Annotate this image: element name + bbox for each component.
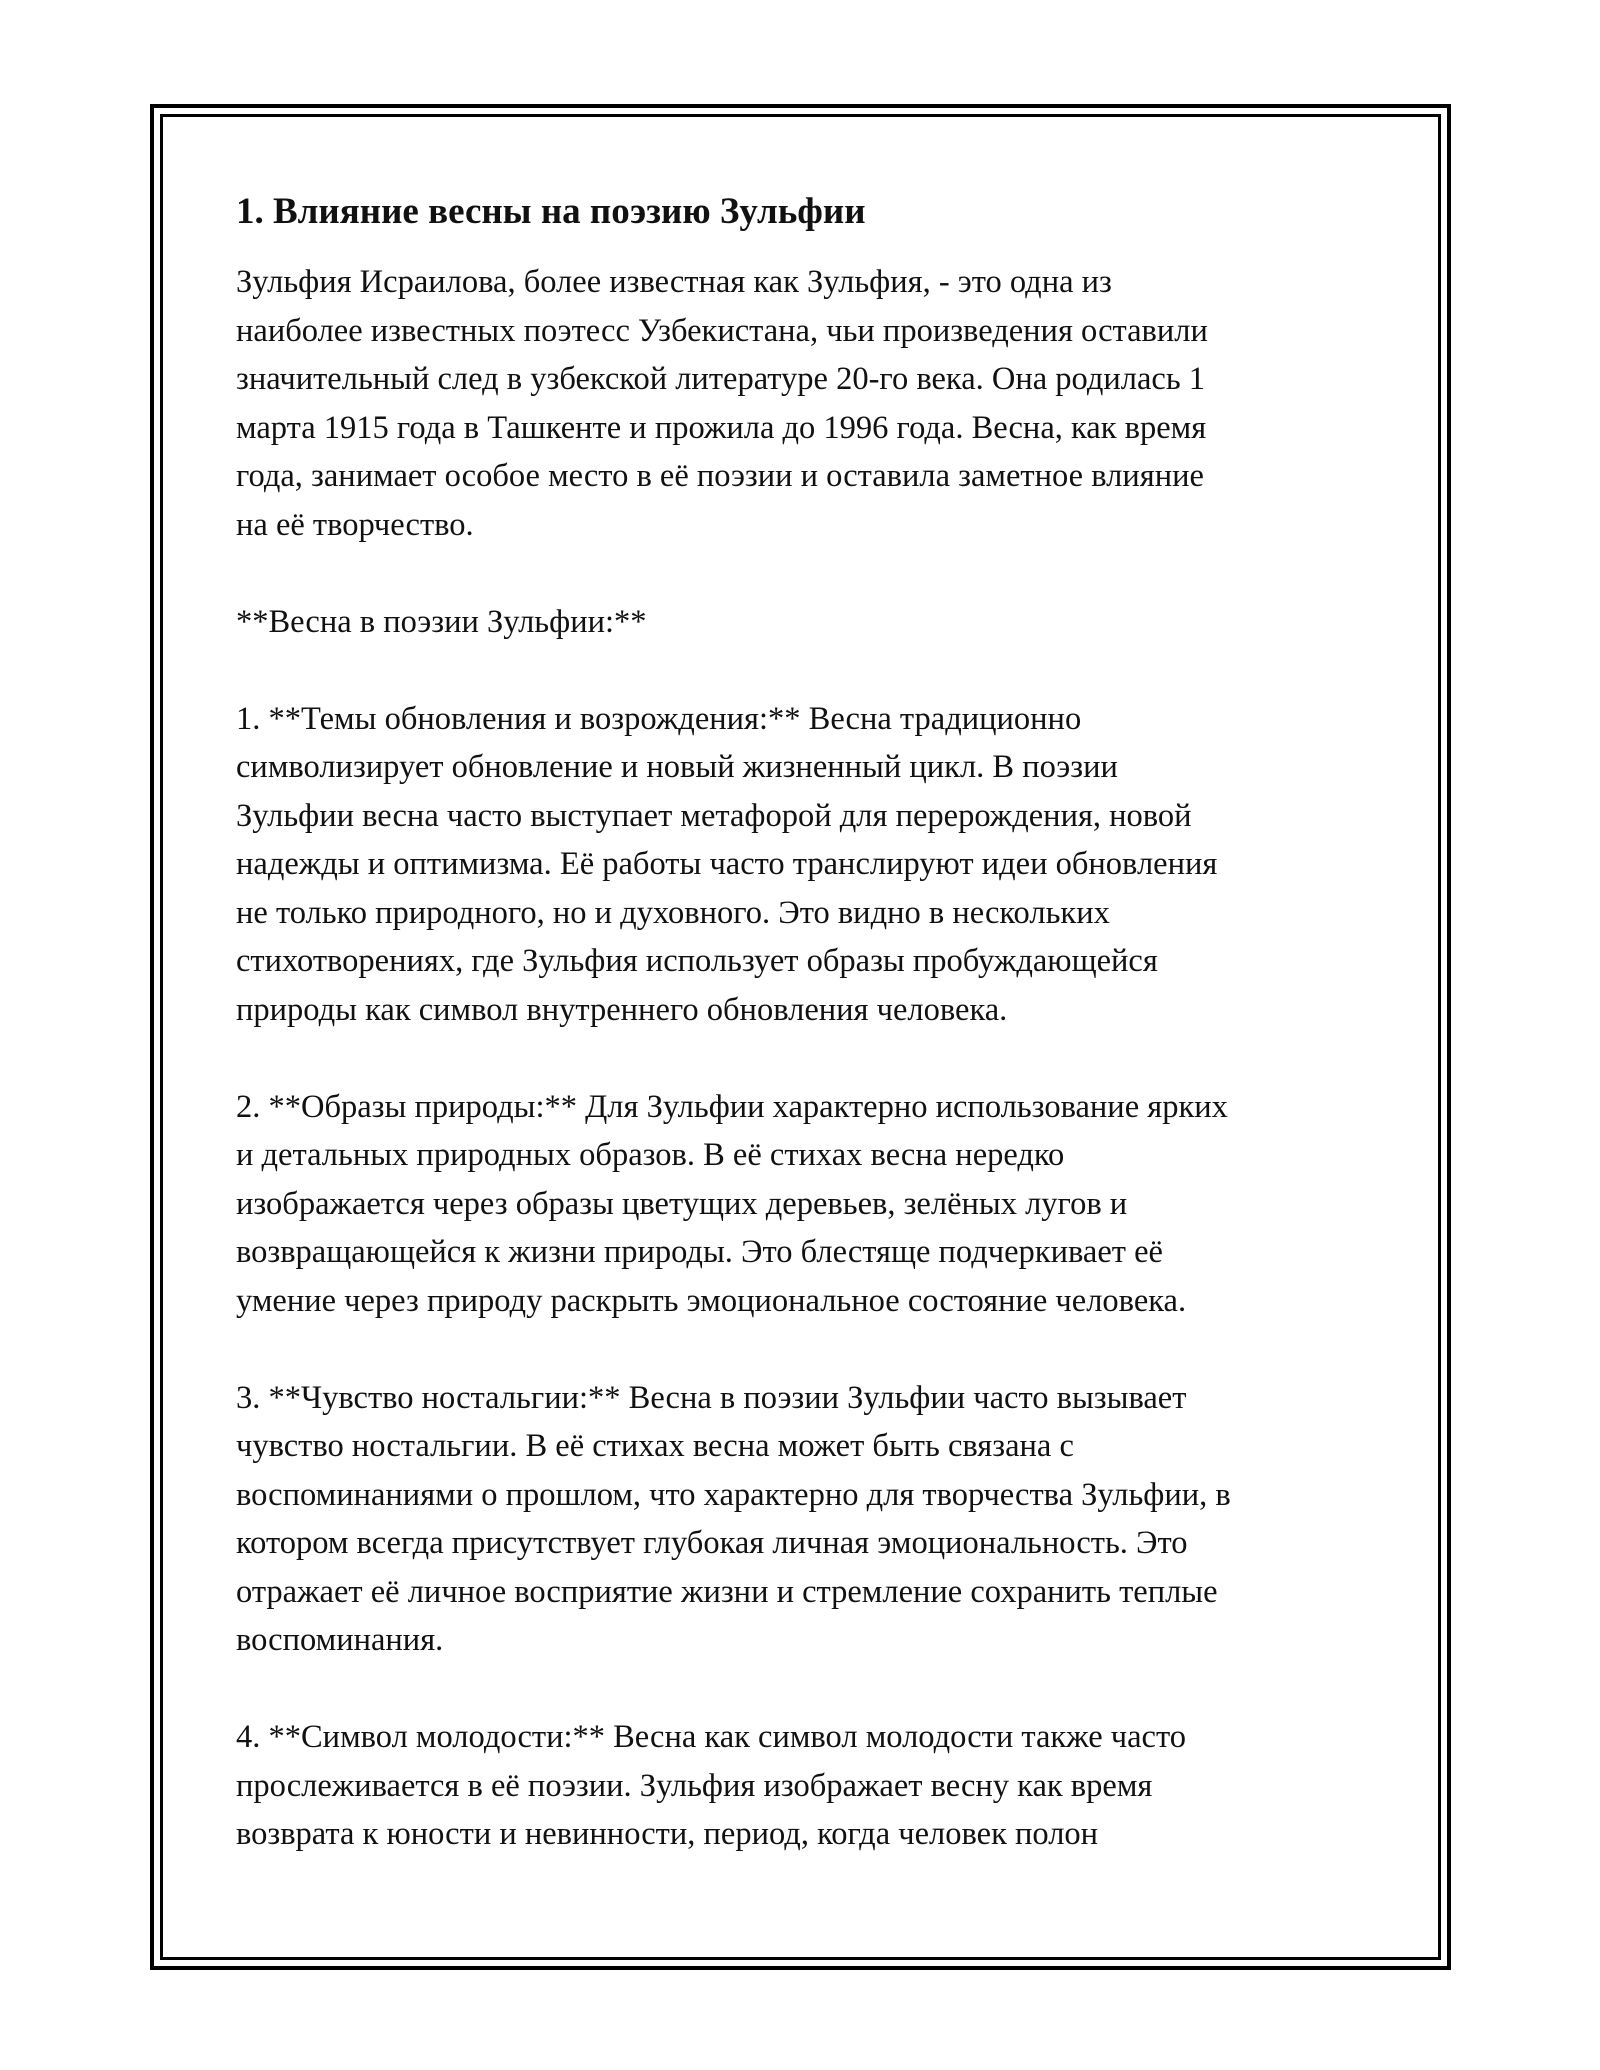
list-item-nature-images: 2. **Образы природы:** Для Зульфии характерно использование ярких и детальных природных образов. В её стихах весна нередко изображается через образы цветущих деревьев, зелёных лугов и возвращающейся к жизни природы. Это блестяще подчеркивает её умение через природу раскрыть эмоциональное состояние человека. xyxy=(236,1088,1228,1319)
paragraph-intro: Зульфия Исраилова, более известная как Зульфия, - это одна из наиболее известных поэтесс Узбекистана, чьи произведения оставили значительный след в узбекской литературе 20-го века. Она родилась 1 марта 1915 года в Ташкенте и прожила до 1996 года. Весна, как время года, занимает особое место в её поэзии и оставила заметное влияние на её творчество. xyxy=(236,264,1208,543)
list-item-youth-symbol: 4. **Символ молодости:** Весна как символ молодости также часто прослеживается в её поэзии. Зульфия изображает весну как время возврата к юности и невинности, период, когда человек полон xyxy=(236,1719,1186,1852)
document-title: 1. Влияние весны на поэзию Зульфии xyxy=(236,191,866,232)
list-item-nostalgia: 3. **Чувство ностальгии:** Весна в поэзии Зульфии часто вызывает чувство ностальгии. В её стихах весна может быть связана с воспоминаниями о прошлом, что характерно для творчества Зульфии, в котором всегда присутствует глубокая личная эмоциональность. Это отражает её личное восприятие жизни и стремление сохранить теплые воспоминания. xyxy=(236,1379,1231,1658)
section-heading: **Весна в поэзии Зульфии:** xyxy=(236,603,647,640)
document-body xyxy=(236,188,1371,1907)
list-item-renewal: 1. **Темы обновления и возрождения:** Весна традиционно символизирует обновление и новый жизненный цикл. В поэзии Зульфии весна часто выступает метафорой для перерождения, новой надежды и оптимизма. Её работы часто транслируют идеи обновления не только природного, но и духовного. Это видно в нескольких стихотворениях, где Зульфия использует образы пробуждающейся природы как символ внутреннего обновления человека. xyxy=(236,700,1218,1028)
